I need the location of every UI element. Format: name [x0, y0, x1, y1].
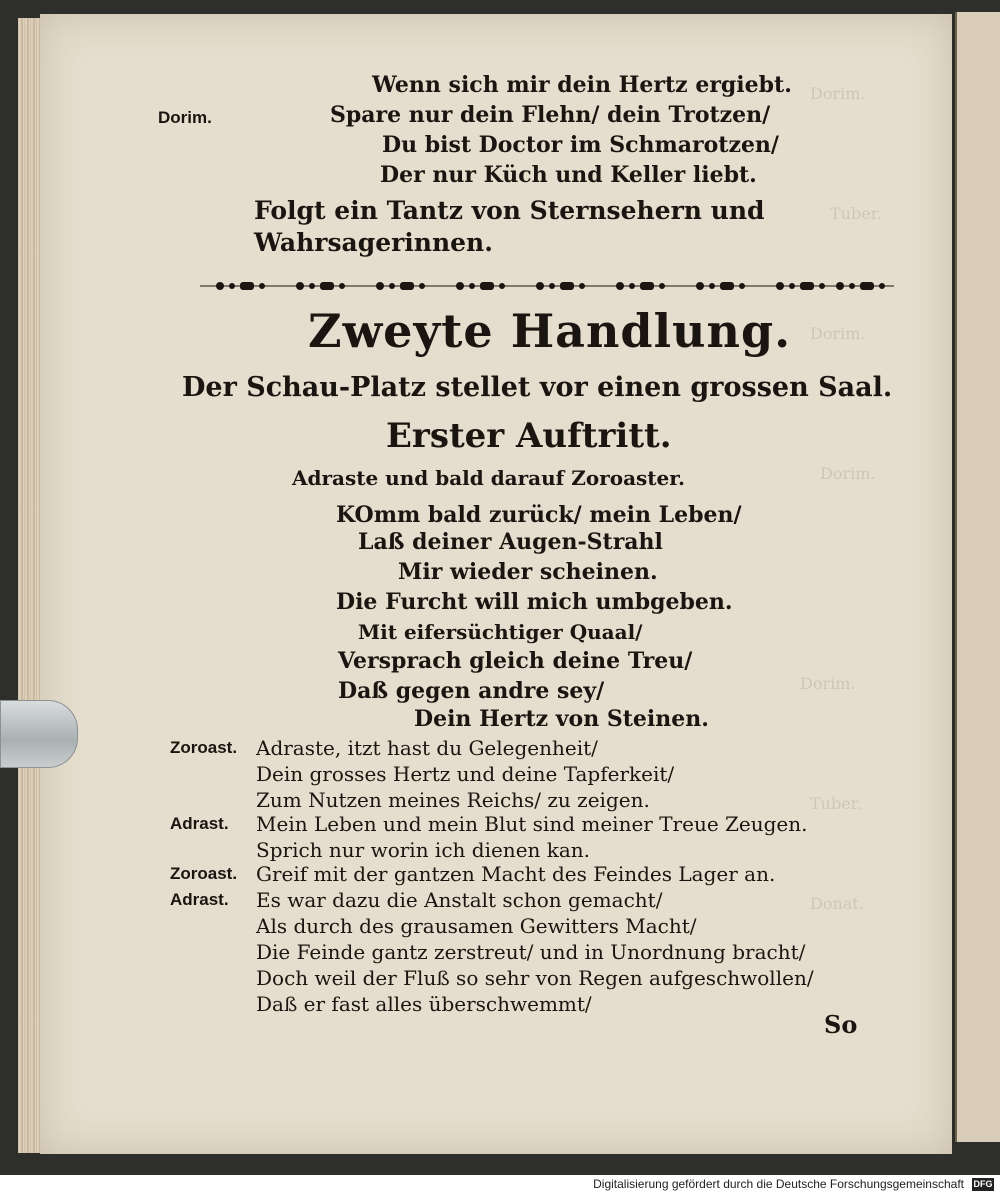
- dialogue-line: Greif mit der gantzen Macht des Feindes Lager an.: [256, 862, 776, 886]
- show-through: Tuber.: [810, 794, 862, 813]
- speaker-adrast: Adrast.: [170, 890, 229, 909]
- show-through: Dorim.: [810, 324, 866, 343]
- show-through: Tuber.: [830, 204, 882, 223]
- dialogue-line: Zum Nutzen meines Reichs/ zu zeigen.: [256, 788, 650, 812]
- aria-line: Mir wieder scheinen.: [398, 559, 658, 585]
- dialogue-line: Adraste, itzt hast du Gelegenheit/: [256, 736, 598, 760]
- aria-line: Daß gegen andre sey/: [338, 678, 605, 704]
- cast-list: Adraste und bald darauf Zoroaster.: [292, 466, 685, 490]
- stage-direction: Folgt ein Tantz von Sternsehern und: [254, 196, 765, 225]
- scene-title: Erster Auftritt.: [386, 416, 672, 456]
- dialogue-line: Doch weil der Fluß so sehr von Regen aufgeschwollen/: [256, 966, 814, 990]
- verse-line: Spare nur dein Flehn/ dein Trotzen/: [330, 102, 771, 128]
- stage-direction: Wahrsagerinnen.: [254, 228, 493, 257]
- show-through: Dorim.: [800, 674, 856, 693]
- aria-line: Dein Hertz von Steinen.: [414, 706, 709, 732]
- aria-line: Versprach gleich deine Treu/: [338, 648, 693, 674]
- speaker-dorim: Dorim.: [158, 108, 212, 127]
- speaker-zoroast: Zoroast.: [170, 864, 238, 883]
- paper-clip-icon: [0, 700, 78, 768]
- scene-description: Der Schau-Platz stellet vor einen grossen Saal.: [182, 372, 893, 403]
- show-through: Dorim.: [810, 84, 866, 103]
- dialogue-line: Es war dazu die Anstalt schon gemacht/: [256, 888, 663, 912]
- show-through: Donat.: [810, 894, 864, 913]
- aria-line: Mit eifersüchtiger Quaal/: [358, 620, 643, 644]
- verse-line: Wenn sich mir dein Hertz ergiebt.: [372, 72, 792, 98]
- book-page: [40, 14, 952, 1154]
- footer-bar: [0, 1175, 1000, 1195]
- dfg-logo-icon: DFG: [973, 1179, 993, 1189]
- footer-credit: Digitalisierung gefördert durch die Deutsche Forschungsgemeinschaft: [593, 1177, 964, 1191]
- dialogue-line: Als durch des grausamen Gewitters Macht/: [256, 914, 697, 938]
- dialogue-line: Daß er fast alles überschwemmt/: [256, 992, 592, 1016]
- dialogue-line: Dein grosses Hertz und deine Tapferkeit/: [256, 762, 675, 786]
- verse-line: Der nur Küch und Keller liebt.: [380, 162, 757, 188]
- verse-line: Du bist Doctor im Schmarotzen/: [382, 132, 779, 158]
- dialogue-line: Die Feinde gantz zerstreut/ und in Unordnung bracht/: [256, 940, 806, 964]
- dialogue-line: Mein Leben und mein Blut sind meiner Treue Zeugen.: [256, 812, 808, 836]
- dialogue-line: Sprich nur worin ich dienen kan.: [256, 838, 591, 862]
- speaker-zoroast: Zoroast.: [170, 738, 238, 757]
- act-title: Zweyte Handlung.: [308, 304, 792, 358]
- aria-line: KOmm bald zurück/ mein Leben/: [336, 502, 742, 528]
- aria-line: Laß deiner Augen-Strahl: [358, 529, 663, 555]
- ornament-row: [200, 276, 894, 296]
- aria-line: Die Furcht will mich umbgeben.: [336, 589, 733, 615]
- right-page-edge: [955, 12, 1000, 1142]
- show-through: Dorim.: [820, 464, 876, 483]
- speaker-adrast: Adrast.: [170, 814, 229, 833]
- catchword: So: [824, 1010, 858, 1039]
